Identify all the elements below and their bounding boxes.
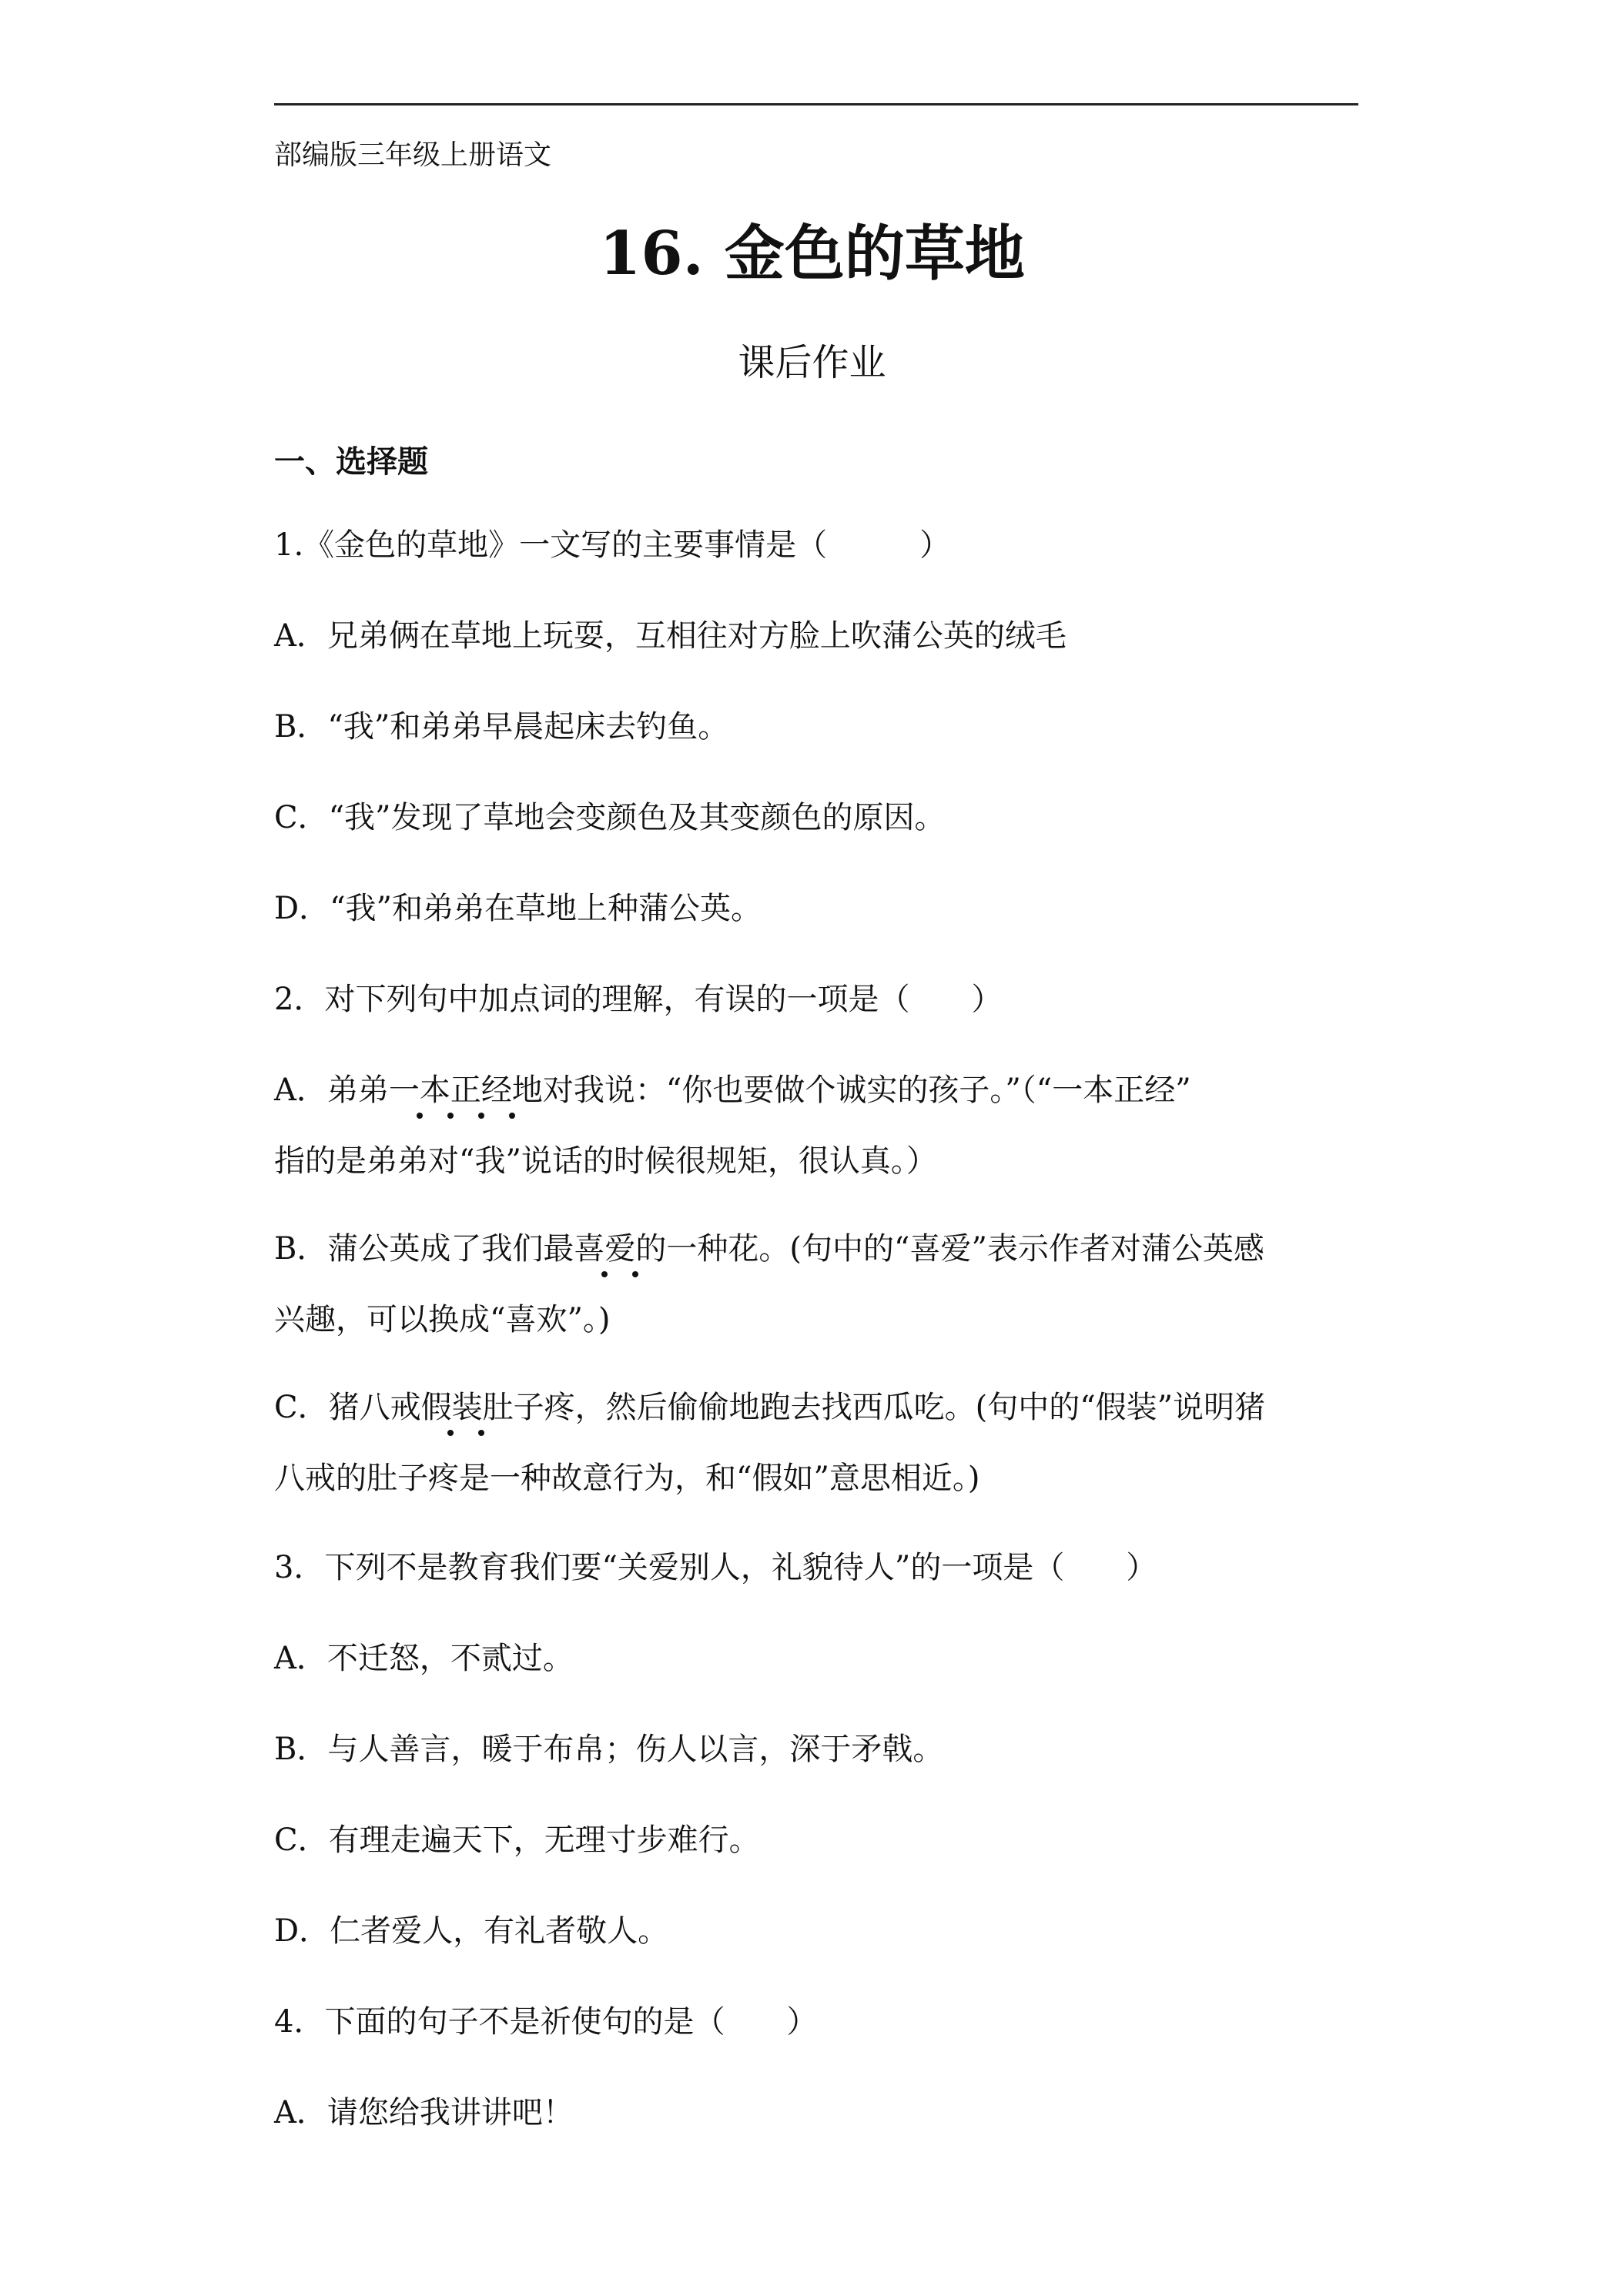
question-1-option-c: C．“我”发现了草地会变颜色及其变颜色的原因。 (274, 800, 946, 835)
emphasis-dot (447, 1430, 454, 1436)
emphasis-dot (478, 1430, 484, 1436)
emphasis-dot (417, 1113, 423, 1119)
question-2-option-b-line2: 兴趣，可以换成“喜欢”。) (274, 1302, 611, 1337)
question-2-option-c-line1: C．猪八戒假装肚子疼，然后偷偷地跑去找西瓜吃。(句中的“假装”说明猪 (274, 1390, 1266, 1425)
question-2-option-b-line1: B．蒲公英成了我们最喜爱的一种花。(句中的“喜爱”表示作者对蒲公英感 (274, 1231, 1264, 1267)
question-2-option-c-line2: 八戒的肚子疼是一种故意行为，和“假如”意思相近。) (274, 1461, 980, 1496)
question-4-stem: 4．下面的句子不是祈使句的是（ ） (274, 2004, 818, 2040)
question-2-stem: 2．对下列句中加点词的理解，有误的一项是（ ） (274, 982, 1003, 1017)
question-3-stem: 3．下列不是教育我们要“关爱别人，礼貌待人”的一项是（ ） (274, 1550, 1157, 1585)
emphasis-dot (447, 1113, 454, 1119)
question-3-option-a: A．不迁怒，不贰过。 (274, 1641, 574, 1676)
header-text: 部编版三年级上册语文 (274, 139, 552, 171)
page-subtitle: 课后作业 (738, 341, 886, 384)
question-1-option-d: D．“我”和弟弟在草地上种蒲公英。 (274, 891, 762, 926)
question-3-option-c: C．有理走遍天下，无理寸步难行。 (274, 1822, 760, 1858)
question-1-option-a: A．兄弟俩在草地上玩耍，互相往对方脸上吹蒲公英的绒毛 (274, 618, 1066, 654)
emphasis-dot (478, 1113, 484, 1119)
header-rule (274, 103, 1358, 105)
question-1-option-b: B．“我”和弟弟早晨起床去钓鱼。 (274, 709, 729, 745)
section-heading: 一、选择题 (274, 443, 428, 480)
question-4-option-a: A．请您给我讲讲吧！ (274, 2095, 574, 2130)
emphasis-dot (509, 1113, 515, 1119)
question-3-option-d: D．仁者爱人，有礼者敬人。 (274, 1913, 669, 1949)
page-title: 16. 金色的草地 (599, 219, 1025, 289)
emphasis-dot (632, 1271, 638, 1277)
question-3-option-b: B．与人善言，暖于布帛；伤人以言，深于矛戟。 (274, 1732, 944, 1767)
question-1-stem: 1.《金色的草地》一文写的主要事情是（ ） (274, 527, 951, 563)
question-2-option-a-line1: A．弟弟一本正经地对我说：“你也要做个诚实的孩子。”（“一本正经” (274, 1073, 1191, 1108)
emphasis-dot (601, 1271, 608, 1277)
question-2-option-a-line2: 指的是弟弟对“我”说话的时候很规矩，很认真。） (274, 1143, 937, 1179)
